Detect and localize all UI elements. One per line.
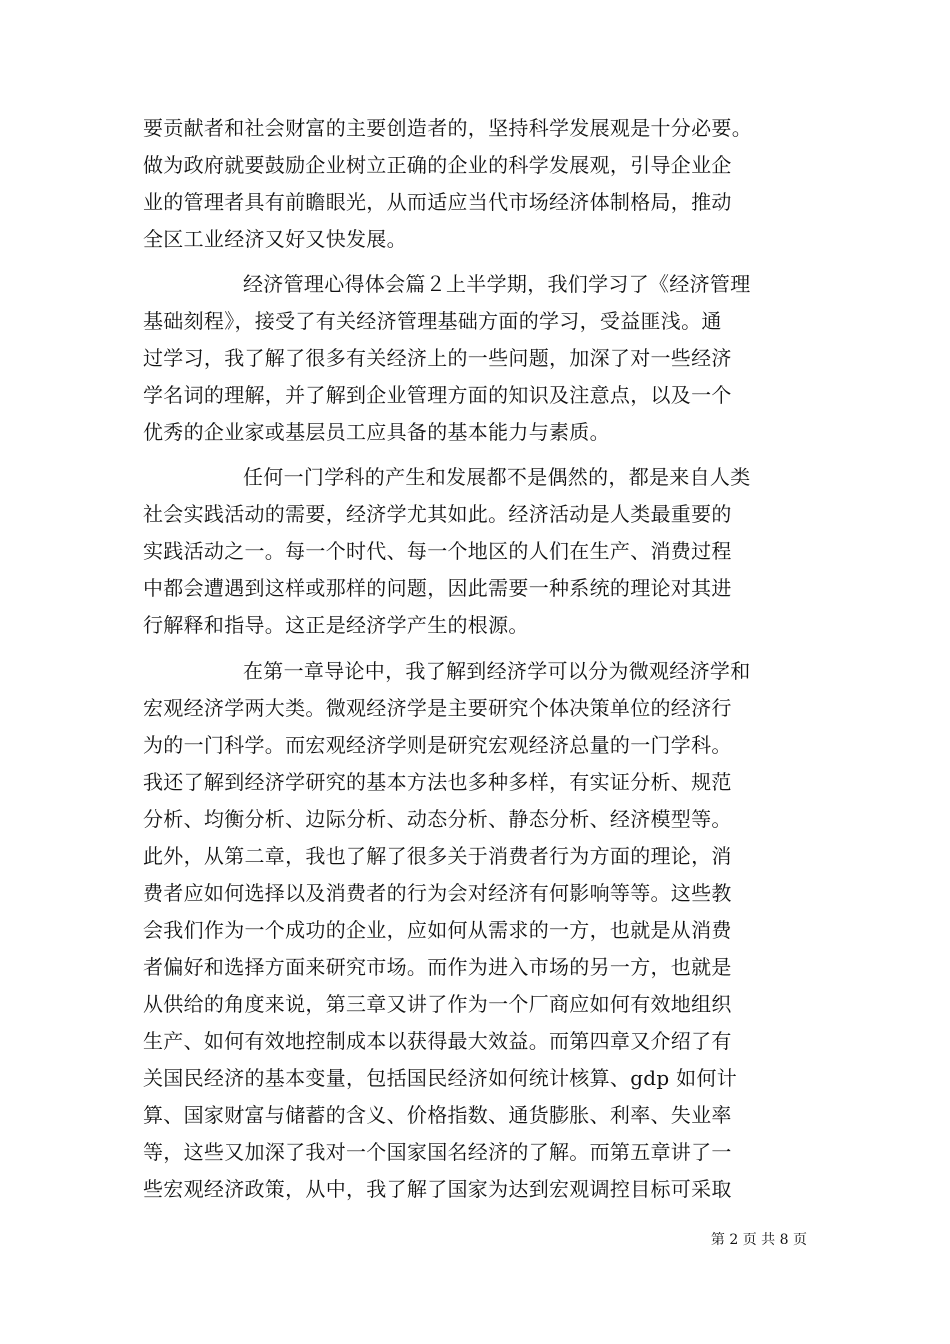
text-line: 从供给的角度来说，第三章又讲了作为一个厂商应如何有效地组织 bbox=[143, 992, 732, 1016]
text-line: 业的管理者具有前瞻眼光，从而适应当代市场经济体制格局，推动 bbox=[143, 190, 732, 214]
text-line: 做为政府就要鼓励企业树立正确的企业的科学发展观，引导企业企 bbox=[143, 153, 732, 177]
text-line: 我还了解到经济学研究的基本方法也多种多样，有实证分析、规范 bbox=[143, 770, 732, 794]
text-line: 为的一门科学。而宏观经济学则是研究宏观经济总量的一门学科。 bbox=[143, 733, 732, 757]
text-line: 生产、如何有效地控制成本以获得最大效益。而第四章又介绍了有 bbox=[143, 1029, 732, 1053]
text-line: 费者应如何选择以及消费者的行为会对经济有何影响等等。这些教 bbox=[143, 881, 732, 905]
text-line: 社会实践活动的需要，经济学尤其如此。经济活动是人类最重要的 bbox=[143, 502, 732, 526]
text-line: 优秀的企业家或基层员工应具备的基本能力与素质。 bbox=[143, 420, 610, 444]
text-line: 行解释和指导。这正是经济学产生的根源。 bbox=[143, 613, 529, 637]
text-line: 此外，从第二章，我也了解了很多关于消费者行为方面的理论，消 bbox=[143, 844, 732, 868]
text-line: 关国民经济的基本变量，包括国民经济如何统计核算、gdp 如何计 bbox=[143, 1066, 738, 1090]
paragraph-first-line: 任何一门学科的产生和发展都不是偶然的，都是来自人类 bbox=[243, 465, 751, 489]
text-line: 宏观经济学两大类。微观经济学是主要研究个体决策单位的经济行 bbox=[143, 696, 732, 720]
text-line: 学名词的理解，并了解到企业管理方面的知识及注意点，以及一个 bbox=[143, 383, 732, 407]
text-line: 基础刻程》，接受了有关经济管理基础方面的学习，受益匪浅。通 bbox=[143, 309, 722, 333]
paragraph-first-line: 经济管理心得体会篇２上半学期，我们学习了《经济管理 bbox=[243, 272, 751, 296]
text-line: 等，这些又加深了我对一个国家国名经济的了解。而第五章讲了一 bbox=[143, 1140, 732, 1164]
text-line: 中都会遭遇到这样或那样的问题，因此需要一种系统的理论对其进 bbox=[143, 576, 732, 600]
text-line: 者偏好和选择方面来研究市场。而作为进入市场的另一方，也就是 bbox=[143, 955, 732, 979]
text-line: 会我们作为一个成功的企业，应如何从需求的一方，也就是从消费 bbox=[143, 918, 732, 942]
text-line: 实践活动之一。每一个时代、每一个地区的人们在生产、消费过程 bbox=[143, 539, 732, 563]
text-line: 过学习，我了解了很多有关经济上的一些问题，加深了对一些经济 bbox=[143, 346, 732, 370]
text-line: 算、国家财富与储蓄的含义、价格指数、通货膨胀、利率、失业率 bbox=[143, 1103, 732, 1127]
text-line: 全区工业经济又好又快发展。 bbox=[143, 227, 407, 251]
text-line: 要贡献者和社会财富的主要创造者的，坚持科学发展观是十分必要。 bbox=[143, 116, 752, 140]
paragraph-first-line: 在第一章导论中，我了解到经济学可以分为微观经济学和 bbox=[243, 659, 751, 683]
page-footer: 第 2 页 共 8 页 bbox=[710, 1232, 807, 1248]
text-line: 分析、均衡分析、边际分析、动态分析、静态分析、经济模型等。 bbox=[143, 807, 732, 831]
text-line: 些宏观经济政策，从中，我了解了国家为达到宏观调控目标可采取 bbox=[143, 1177, 732, 1201]
